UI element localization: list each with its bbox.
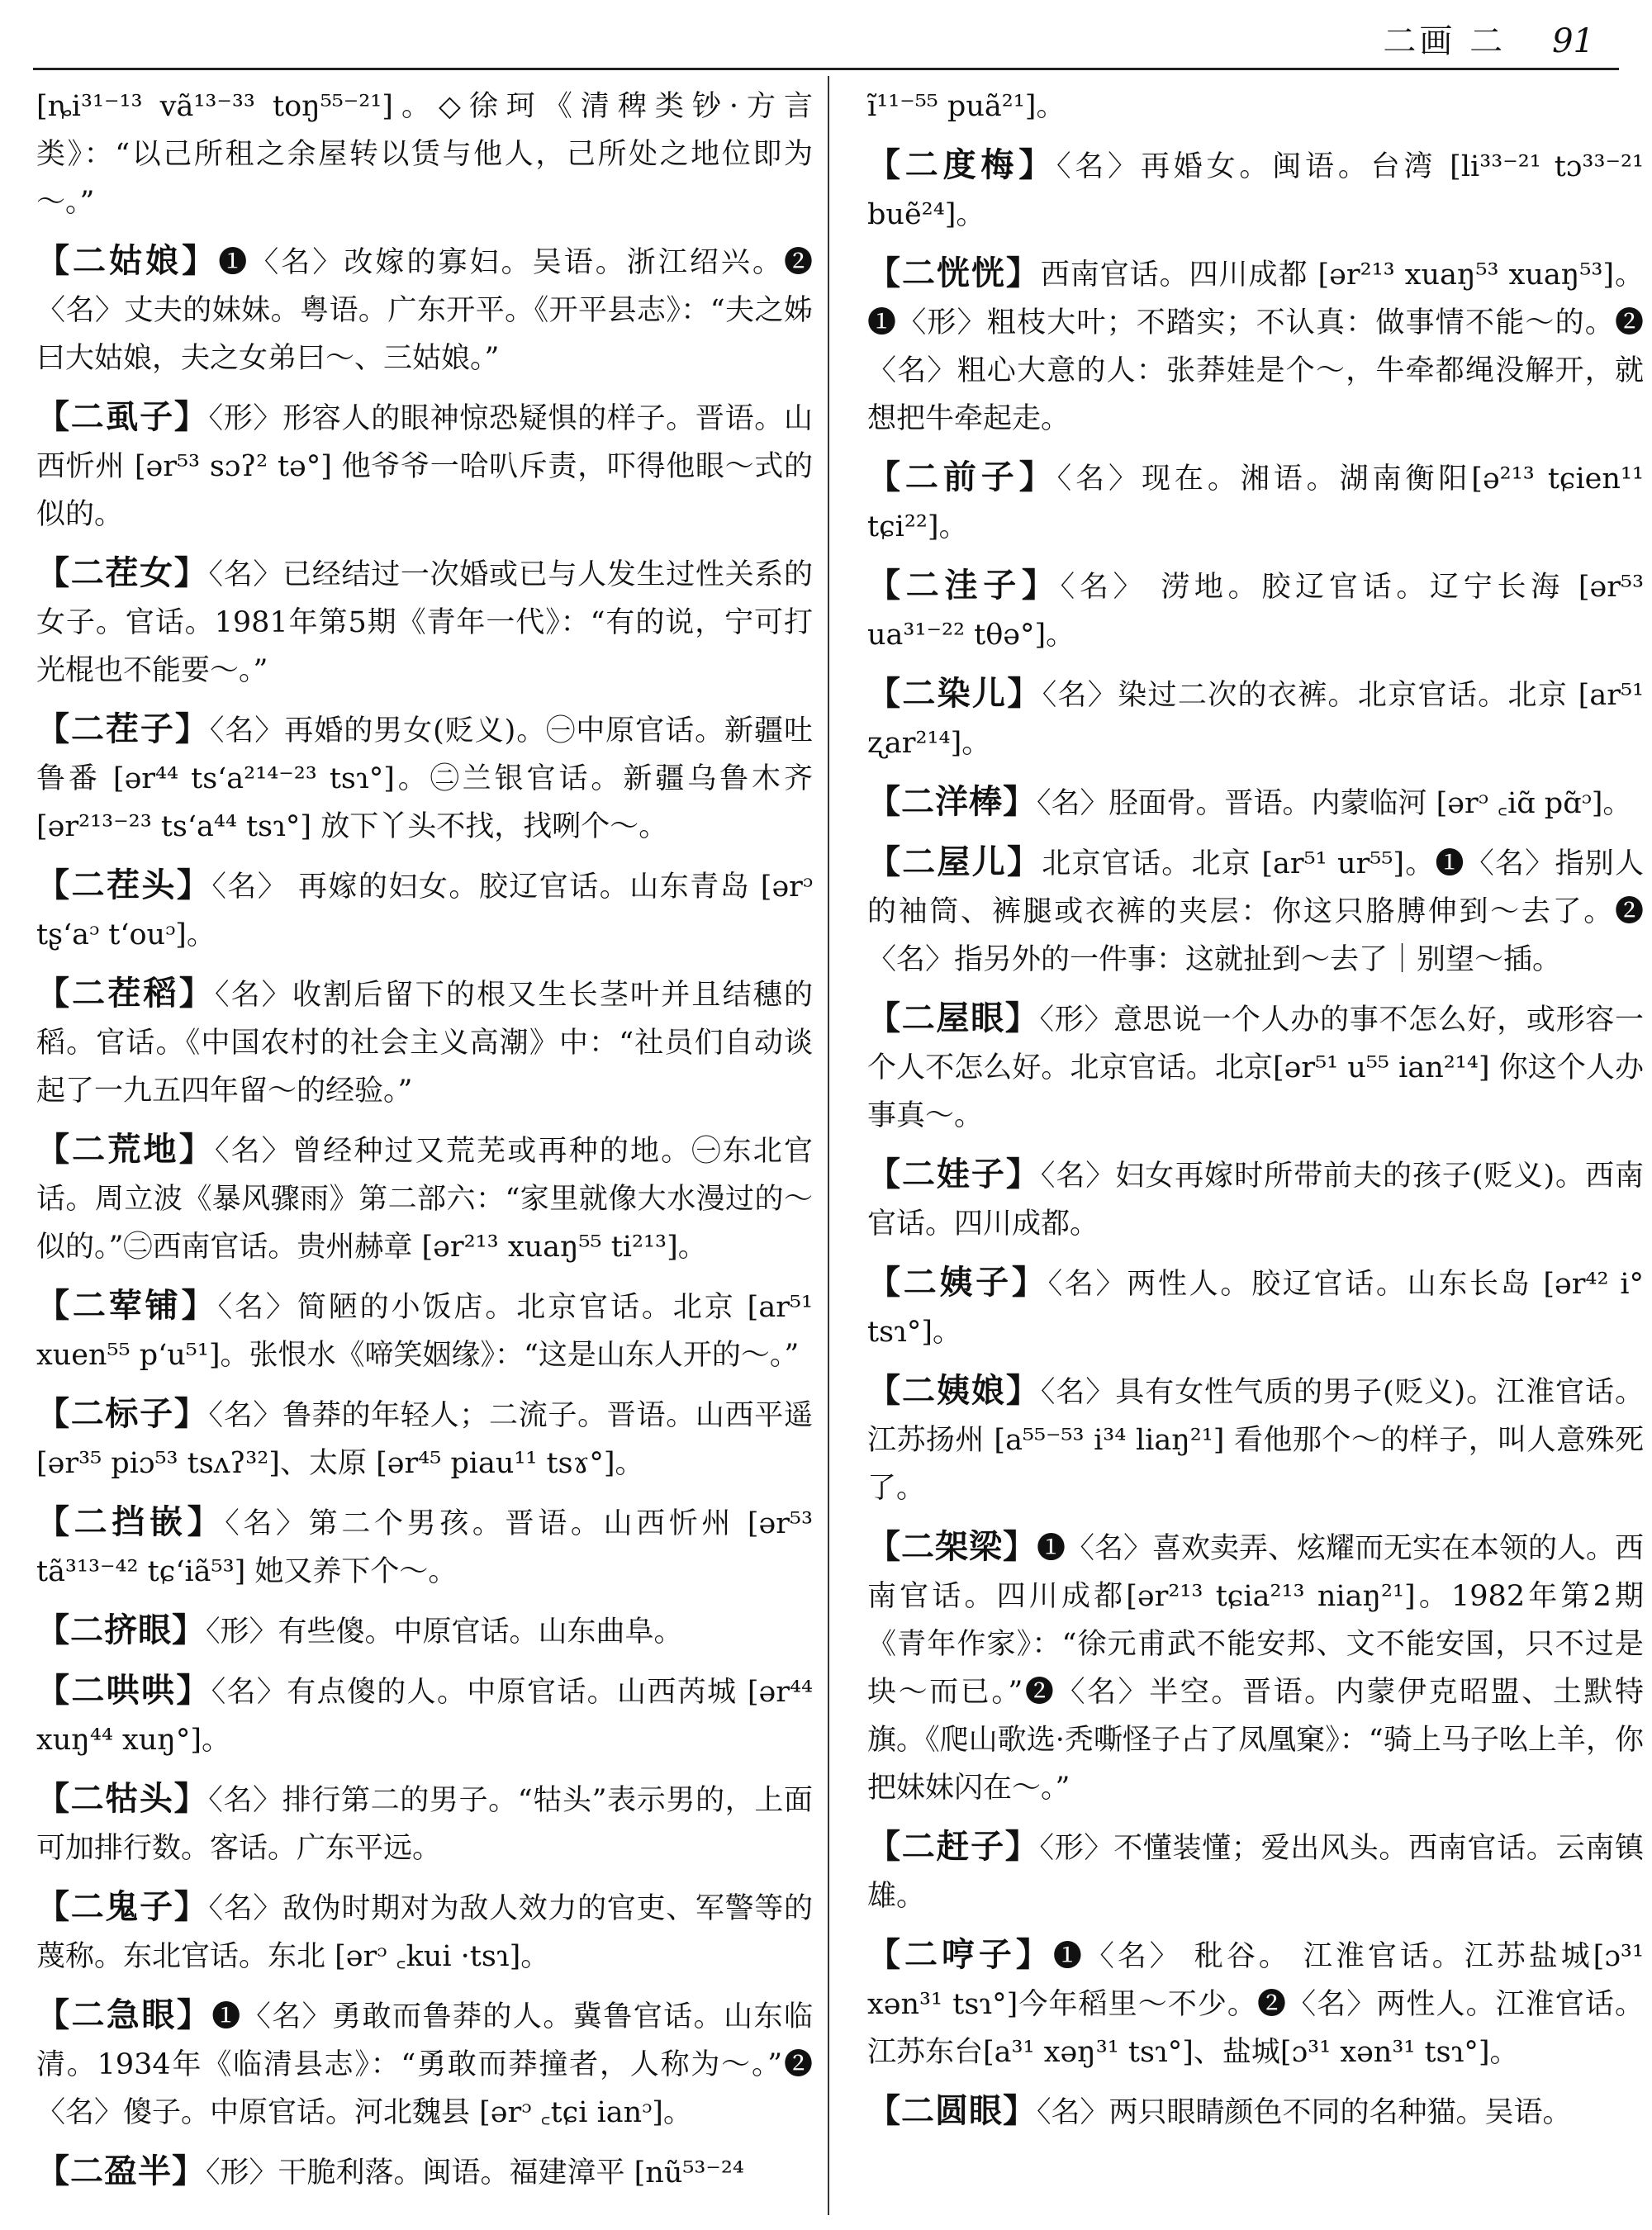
entry-headword: 【二挤眼】 xyxy=(36,1611,206,1649)
entry-headword: 【二急眼】 xyxy=(36,1995,212,2034)
entry-definition: 〈名〉鲁莽的年轻人；二流子。晋语。山西平遥 [ər³⁵ piɔ⁵³ tsʌʔ³²]、太原 [ər⁴⁵ piau¹¹ tsɤ°]。 xyxy=(36,1399,813,1480)
continued-entry-text: ĩ¹¹⁻⁵⁵ puã²¹]。 xyxy=(867,90,1066,123)
entry-definition: 〈名〉收割后留下的根又生长茎叶并且结穗的稻。官话。《中国农村的社会主义高潮》中：“社员们自动谈起了一九五四年留～的经验。” xyxy=(36,979,813,1108)
entry-definition: 〈名〉胫面骨。晋语。内蒙临河 [ərᵓ ꜀iɑ̃ pɑ̃ᵓ]。 xyxy=(1037,787,1632,820)
dictionary-entry xyxy=(36,970,813,1115)
entry-headword: 【二挡嵌】 xyxy=(36,1502,225,1541)
entry-definition: ❶〈名〉喜欢卖弄、炫耀而无实在本领的人。西南官话。四川成都[ər²¹³ tɕia²¹³ niaŋ²¹]。1982年第2期《青年作家》：“徐元甫武不能安邦、文不能安国，只不过是块～而已。”❷〈名〉半空。晋语。内蒙伊克昭盟、土默特旗。《爬山歌选·秃嘶怪子占了凤凰窠》：“骑上马子吆上羊，你把妹妹闪在～。” xyxy=(867,1532,1645,1805)
right-entry-list xyxy=(867,141,1644,2137)
entry-headword: 【二姨子】 xyxy=(867,1263,1048,1302)
left-entry-list xyxy=(36,237,813,2197)
entry-headword: 【二荤铺】 xyxy=(36,1286,218,1325)
dictionary-entry xyxy=(36,1775,813,1872)
dictionary-entry xyxy=(867,141,1644,239)
entry-headword: 【二恍恍】 xyxy=(867,254,1041,292)
entry-definition: 〈名〉排行第二的男子。“牯头”表示男的，上面可加排行数。客话。广东平远。 xyxy=(36,1784,813,1865)
dictionary-entry xyxy=(36,237,813,382)
dictionary-entry xyxy=(36,393,813,539)
entry-headword: 【二架梁】 xyxy=(867,1527,1037,1566)
entry-headword: 【二盈半】 xyxy=(36,2152,206,2190)
entry-definition: 〈名〉再婚女。闽语。台湾 [li³³⁻²¹ tɔ³³⁻²¹ buẽ²⁴]。 xyxy=(867,150,1645,231)
dictionary-entry xyxy=(867,1931,1644,2076)
entry-headword: 【二姑娘】 xyxy=(36,241,219,280)
entry-definition: 北京官话。北京 [ar⁵¹ ur⁵⁵]。❶〈名〉指别人的袖筒、裤腿或衣裤的夹层：你这只胳膊伸到～去了。❷〈名〉指另外的一件事：这就扯到～去了｜别望～插。 xyxy=(867,847,1645,976)
page-header xyxy=(1383,15,1594,62)
entry-headword: 【二前子】 xyxy=(867,458,1057,496)
dictionary-entry xyxy=(867,838,1644,984)
header-title: 二画 二 xyxy=(1383,22,1507,60)
dictionary-entry xyxy=(867,1823,1644,1920)
dictionary-entry xyxy=(36,1126,813,1271)
dictionary-entry xyxy=(867,249,1644,443)
dictionary-entry xyxy=(36,549,813,695)
entry-headword: 【二屋眼】 xyxy=(867,999,1040,1037)
entry-headword: 【二茬子】 xyxy=(36,709,210,748)
entry-definition: 〈名〉染过二次的衣裤。北京官话。北京 [ar⁵¹ ʐar²¹⁴]。 xyxy=(867,679,1644,760)
dictionary-entry xyxy=(867,2087,1644,2137)
entry-definition: 〈名〉敌伪时期对为敌人效力的官吏、军警等的蔑称。东北官话。东北 [ərᵓ ꜀kui ·tsɿ]。 xyxy=(36,1892,813,1973)
entry-definition: ❶〈名〉 秕谷。 江淮官话。江苏盐城[ɔ³¹ xən³¹ tsɿ°]今年稻里～不少。❷〈名〉两性人。江淮官话。江苏东台[a³¹ xəŋ³¹ tsɿ°]、盐城[ɔ³¹ xən³¹ tsɿ°]。 xyxy=(867,1940,1644,2069)
entry-headword: 【二赶子】 xyxy=(867,1827,1040,1866)
left-column xyxy=(36,83,813,2208)
dictionary-entry xyxy=(36,1991,813,2137)
entry-headword: 【二洋棒】 xyxy=(867,782,1037,821)
dictionary-entry xyxy=(867,994,1644,1140)
entry-definition: 〈形〉干脆利落。闽语。福建漳平 [nũ⁵³⁻²⁴ xyxy=(206,2156,744,2190)
page-number: 91 xyxy=(1552,22,1594,60)
entry-headword: 【二鬼子】 xyxy=(36,1887,209,1926)
entry-definition: 〈形〉形容人的眼神惊恐疑惧的样子。晋语。山西忻州 [ər⁵³ sɔʔ² tə°] 他爷爷一哈叭斥责，吓得他眼～式的似的。 xyxy=(36,402,813,531)
entry-headword: 【二姨娘】 xyxy=(867,1371,1041,1410)
entry-headword: 【二茬头】 xyxy=(36,866,212,904)
entry-definition: 〈名〉 涝地。胶辽官话。辽宁长海 [ər⁵³ ua³¹⁻²² tθə°]。 xyxy=(867,571,1644,652)
entry-headword: 【二洼子】 xyxy=(867,566,1061,605)
dictionary-entry xyxy=(36,1498,813,1596)
entry-headword: 【二圆眼】 xyxy=(867,2091,1037,2130)
entry-definition: 〈名〉简陋的小饭店。北京官话。北京 [ar⁵¹ xuen⁵⁵ p‘u⁵¹]。张恨水《啼笑姻缘》：“这是山东人开的～。” xyxy=(36,1291,813,1372)
entry-headword: 【二茬稻】 xyxy=(36,974,215,1013)
entry-definition: 〈形〉不懂装懂；爱出风头。西南官话。云南镇雄。 xyxy=(867,1832,1644,1913)
right-column xyxy=(867,83,1644,2147)
dictionary-entry xyxy=(36,1282,813,1379)
dictionary-entry xyxy=(36,1667,813,1764)
entry-headword: 【二屋儿】 xyxy=(867,842,1042,881)
entry-definition: 〈名〉已经结过一次婚或已与人发生过性关系的女子。官话。1981年第5期《青年一代》：“有的说，宁可打光棍也不能要～。” xyxy=(36,558,813,687)
entry-definition: 〈名〉有点傻的人。中原官话。山西芮城 [ər⁴⁴ xuŋ⁴⁴ xuŋ°]。 xyxy=(36,1676,814,1757)
column-divider xyxy=(828,76,829,2215)
entry-definition: 〈名〉第二个男孩。晋语。山西忻州 [ər⁵³ tã³¹³⁻⁴² tɕ‘iã⁵³] 她又养下个～。 xyxy=(36,1507,813,1588)
entry-headword: 【二度梅】 xyxy=(867,145,1057,184)
entry-definition: 〈形〉有些傻。中原官话。山东曲阜。 xyxy=(206,1616,683,1649)
entry-headword: 【二标子】 xyxy=(36,1394,209,1433)
entry-headword: 【二茬女】 xyxy=(36,553,209,592)
entry-headword: 【二虱子】 xyxy=(36,397,209,436)
dictionary-entry xyxy=(867,1523,1644,1812)
entry-definition: ❶〈名〉改嫁的寡妇。吴语。浙江绍兴。❷〈名〉丈夫的妹妹。粤语。广东开平。《开平县志》：“夫之姊曰大姑娘，夫之女弟曰～、三姑娘。” xyxy=(36,246,813,375)
dictionary-entry xyxy=(867,562,1644,659)
continued-entry-text: [ȵi³¹⁻¹³ vã¹³⁻³³ toŋ⁵⁵⁻²¹]。◇徐珂《清稗类钞·方言类》：“以己所租之余屋转以赁与他人，己所处之地位即为～。” xyxy=(36,90,813,219)
dictionary-entry xyxy=(867,453,1644,551)
entry-definition: 西南官话。四川成都 [ər²¹³ xuaŋ⁵³ xuaŋ⁵³]。❶〈形〉粗枝大叶；不踏实；不认真：做事情不能～的。❷〈名〉粗心大意的人：张莽娃是个～，牛牵都绳没解开，就想把牛牵起走。 xyxy=(867,259,1644,435)
entry-headword: 【二荒地】 xyxy=(36,1130,215,1169)
entry-definition: 〈名〉曾经种过又荒芜或再种的地。㊀东北官话。周立波《暴风骤雨》第二部六：“家里就像大水漫过的～似的。”㊁西南官话。贵州赫章 [ər²¹³ xuaŋ⁵⁵ ti²¹³]。 xyxy=(36,1135,813,1264)
entry-definition: 〈名〉两只眼睛颜色不同的名种猫。吴语。 xyxy=(1037,2096,1572,2129)
dictionary-entry xyxy=(36,2147,813,2197)
entry-definition: 〈名〉现在。湘语。湖南衡阳[ə²¹³ tɕien¹¹ tɕi²²]。 xyxy=(867,463,1645,543)
dictionary-entry xyxy=(867,1151,1644,1248)
dictionary-entry xyxy=(867,1367,1644,1512)
entry-definition: 〈名〉妇女再嫁时所带前夫的孩子(贬义)。西南官话。四川成都。 xyxy=(867,1160,1644,1241)
dictionary-entry xyxy=(867,1259,1644,1356)
entry-definition: ❶〈名〉勇敢而鲁莽的人。冀鲁官话。山东临清。1934年《临清县志》：“勇敢而莽撞者，人称为～。”❷〈名〉傻子。中原官话。河北魏县 [ərᵓ ꜀tɕi ianᵓ]。 xyxy=(36,2000,813,2129)
entry-headword: 【二哄哄】 xyxy=(36,1671,211,1710)
entry-headword: 【二哼子】 xyxy=(867,1935,1053,1974)
dictionary-entry xyxy=(36,705,813,851)
entry-headword: 【二染儿】 xyxy=(867,674,1042,713)
header-rule xyxy=(33,68,1619,70)
entry-definition: 〈名〉两性人。胶辽官话。山东长岛 [ər⁴² i° tsɿ°]。 xyxy=(867,1268,1645,1349)
entry-definition: 〈名〉具有女性气质的男子(贬义)。江淮官话。江苏扬州 [a⁵⁵⁻⁵³ i³⁴ liaŋ²¹] 看他那个～的样子，叫人意殊死了。 xyxy=(867,1376,1644,1505)
entry-headword: 【二牯头】 xyxy=(36,1779,209,1818)
dictionary-entry xyxy=(867,778,1644,828)
dictionary-entry xyxy=(867,670,1644,767)
entry-definition: 〈形〉意思说一个人办的事不怎么好，或形容一个人不怎么好。北京官话。北京[ər⁵¹ u⁵⁵ ian²¹⁴] 你这个人办事真～。 xyxy=(867,1004,1644,1132)
dictionary-entry xyxy=(36,1883,813,1981)
entry-definition: 〈名〉再婚的男女(贬义)。㊀中原官话。新疆吐鲁番 [ər⁴⁴ ts‘a²¹⁴⁻²³ tsɿ°]。㊁兰银官话。新疆乌鲁木齐[ər²¹³⁻²³ ts‘a⁴⁴ tsɿ°] 放下丫头不找，找咧个～。 xyxy=(36,714,813,843)
entry-headword: 【二娃子】 xyxy=(867,1155,1041,1193)
dictionary-entry xyxy=(36,1606,813,1656)
dictionary-entry xyxy=(36,1390,813,1487)
dictionary-entry xyxy=(36,861,813,959)
entry-definition: 〈名〉 再嫁的妇女。胶辽官话。山东青岛 [ərᵓ tʂ‘aᵓ t‘ouᵓ]。 xyxy=(36,871,813,951)
